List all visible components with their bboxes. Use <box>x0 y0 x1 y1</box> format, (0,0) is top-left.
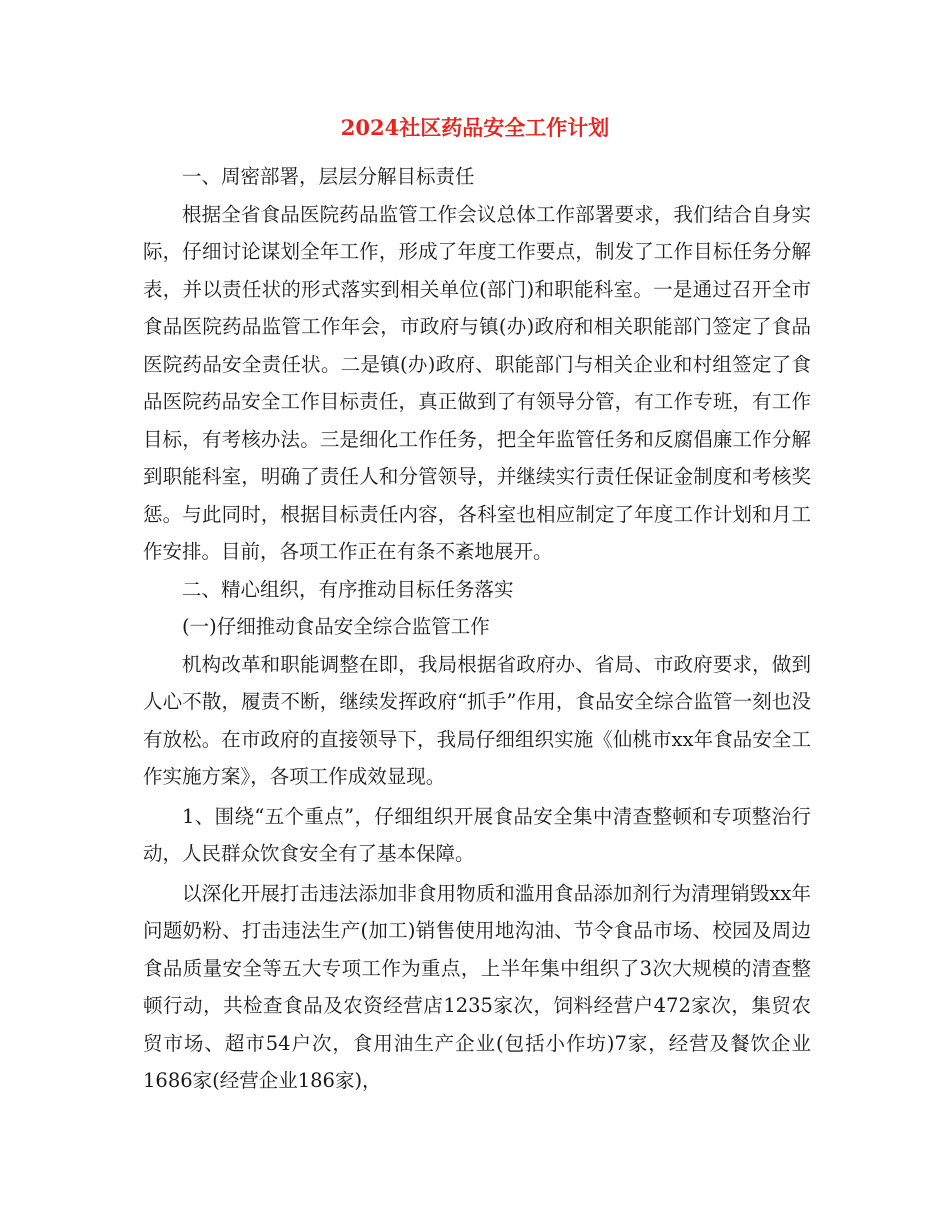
section-heading-2: 二、精心组织，有序推动目标任务落实 <box>182 577 514 601</box>
document-title: 2024社区药品安全工作计划 <box>340 115 610 140</box>
document-body <box>143 158 811 1100</box>
paragraph-1: 根据全省食品医院药品监管工作会议总体工作部署要求，我们结合自身实际，仔细讨论谋划全年工作，形成了年度工作要点，制发了工作目标任务分解表，并以责任状的形式落实到相关单位(部门)和职能科室。一是通过召开全市食品医院药品监管工作年会，市政府与镇(办)政府和相关职能部门签定了食品医院药品安全责任状。二是镇(办)政府、职能部门与相关企业和村组签定了食品医院药品安全工作目标责任，真正做到了有领导分管，有工作专班，有工作目标，有考核办法。三是细化工作任务，把全年监管任务和反腐倡廉工作分解到职能科室，明确了责任人和分管领导，并继续实行责任保证金制度和考核奖惩。与此同时，根据目标责任内容，各科室也相应制定了年度工作计划和月工作安排。目前，各项工作正在有条不紊地展开。 <box>143 202 811 563</box>
paragraph-3: 1、围绕“五个重点”，仔细组织开展食品安全集中清查整顿和专项整治行动，人民群众饮食安全有了基本保障。 <box>143 804 811 865</box>
paragraph-2: 机构改革和职能调整在即，我局根据省政府办、省局、市政府要求，做到人心不散，履责不断，继续发挥政府“抓手”作用，食品安全综合监管一刻也没有放松。在市政府的直接领导下，我局仔细组织实施《仙桃市xx年食品安全工作实施方案》，各项工作成效显现。 <box>143 652 811 788</box>
subsection-heading-1: (一)仔细推动食品安全综合监管工作 <box>182 615 490 638</box>
section-heading-1: 一、周密部署，层层分解目标责任 <box>182 165 475 188</box>
paragraph-4: 以深化开展打击违法添加非食用物质和滥用食品添加剂行为清理销毁xx年问题奶粉、打击违法生产(加工)销售使用地沟油、节令食品市场、校园及周边食品质量安全等五大专项工作为重点，上半年集中组织了3次大规模的清查整顿行动，共检查食品及农资经营店1235家次，饲料经营户472家次，集贸农贸市场、超市54户次，食用油生产企业(包括小作坊)7家，经营及餐饮企业1686家(经营企业186家)， <box>143 881 811 1092</box>
